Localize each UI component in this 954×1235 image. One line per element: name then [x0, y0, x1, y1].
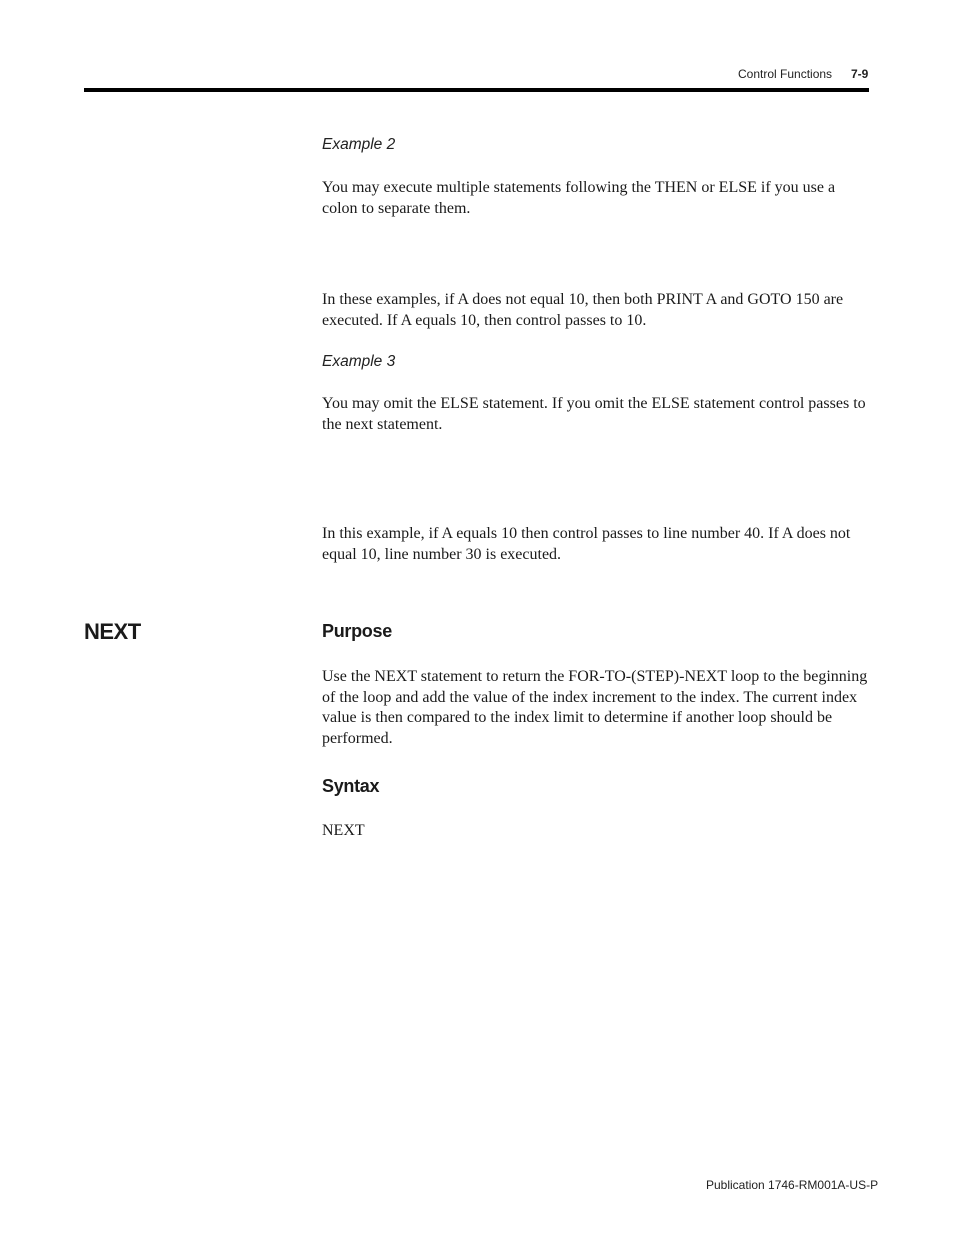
example-2-text: You may execute multiple statements following the THEN or ELSE if you use a colon to separate them.	[322, 179, 836, 217]
example-2-explanation: In these examples, if A does not equal 10, then both PRINT A and GOTO 150 are executed. If A equals 10, then control passes to 10.	[322, 291, 844, 329]
example-3-explanation: In this example, if A equals 10 then control passes to line number 40. If A does not equal 10, line number 30 is executed.	[322, 525, 851, 563]
footer-publication: Publication 1746-RM001A-US-P	[706, 1178, 879, 1192]
syntax-heading: Syntax	[322, 776, 380, 796]
next-section-heading: NEXT	[84, 619, 141, 644]
example-3-text: You may omit the ELSE statement. If you omit the ELSE statement control passes to the next statement.	[322, 395, 866, 433]
header-page-number: 7-9	[851, 67, 869, 81]
header-section-title: Control Functions	[738, 67, 833, 81]
header-rule	[84, 88, 869, 92]
example-3-label: Example 3	[322, 353, 396, 370]
example-2-label: Example 2	[322, 136, 396, 153]
purpose-text: Use the NEXT statement to return the FOR-TO-(STEP)-NEXT loop to the beginning of the loop and add the value of the index increment to the index. The current index value is then compared to the index limit to determine if another loop should be performed.	[322, 668, 868, 747]
syntax-text: NEXT	[322, 822, 365, 839]
purpose-heading: Purpose	[322, 621, 392, 641]
